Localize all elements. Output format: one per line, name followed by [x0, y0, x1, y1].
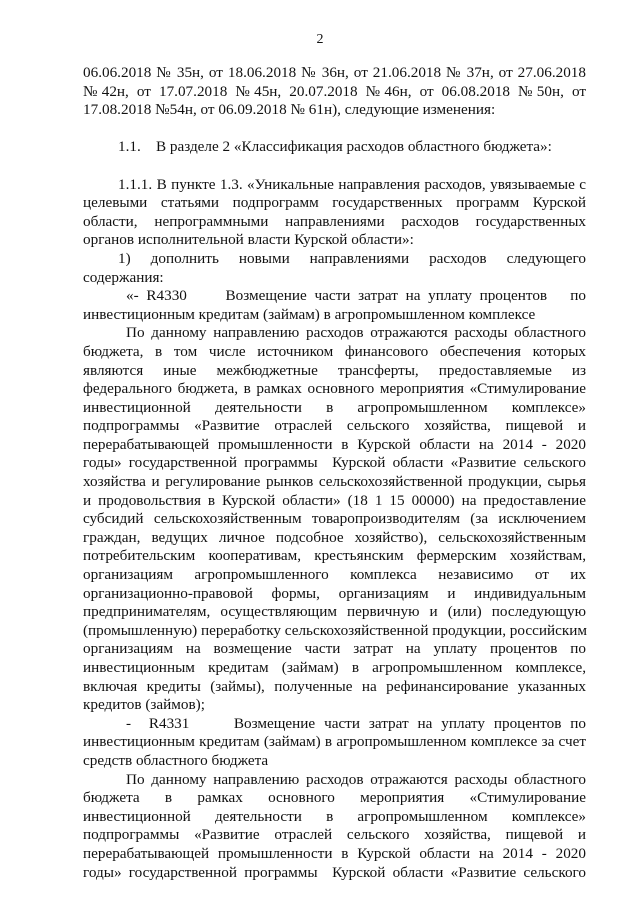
- text-line: перерабатывающей промышленности в Курской области на 2014 - 2020: [83, 435, 586, 453]
- text-line: и продовольствия в Курской области» (18 1 15 00000) на предоставление: [83, 491, 586, 509]
- text-line: 17.08.2018 №54н, от 06.09.2018 № 61н), следующие изменения:: [83, 101, 496, 119]
- text-line: годы» государственной программы Курской области «Развитие сельского: [83, 863, 586, 881]
- text-line: инвестиционной деятельности в агропромышленном комплексе»: [83, 807, 586, 825]
- text-line: №42н, от 17.07.2018 №45н, 20.07.2018 №46н, от 06.08.2018 №50н, от: [83, 82, 586, 100]
- text-line: 06.06.2018 № 35н, от 18.06.2018 № 36н, от 21.06.2018 № 37н, от 27.06.2018: [83, 64, 586, 81]
- text-line: кредитов (займов);: [83, 696, 205, 714]
- text-line: бюджета в рамках основного мероприятия «Стимулирование: [83, 789, 586, 807]
- page-number: 2: [316, 32, 324, 47]
- text-line: потребительским кооперативам, крестьянским фермерским хозяйствам,: [83, 547, 586, 565]
- text-line: предпринимателям, осуществляющим первичную и (или) последующую: [83, 603, 586, 621]
- text-line: - R4331 Возмещение части затрат на уплату процентов по: [126, 714, 586, 732]
- blank-line: [83, 157, 586, 176]
- text-line: хозяйства и регулирование рынков сельскохозяйственной продукции, сырья: [83, 473, 586, 491]
- text-line: федерального бюджета, в рамках основного мероприятия «Стимулирование: [83, 380, 586, 398]
- text-line: (промышленную) переработку сельскохозяйственной продукции, российским: [83, 621, 587, 639]
- text-line: 1.1.1. В пункте 1.3. «Уникальные направления расходов, увязываемые с: [118, 175, 586, 193]
- text-line: 1) дополнить новыми направлениями расходов следующего: [118, 249, 586, 267]
- text-line: 1.1. В разделе 2 «Классификация расходов областного бюджета»:: [118, 138, 552, 156]
- blank-line: [83, 120, 586, 139]
- text-line: организациям агропромышленного комплекса независимо от их: [83, 566, 586, 584]
- text-line: «- R4330 Возмещение части затрат на уплату процентов по: [126, 287, 586, 305]
- text-line: подпрограммы «Развитие отраслей сельского хозяйства, пищевой и: [83, 826, 586, 844]
- text-line: целевыми статьями подпрограмм государственных программ Курской: [83, 194, 586, 212]
- text-line: инвестиционной деятельности в агропромышленном комплексе»: [83, 398, 586, 416]
- text-line: области, непрограммными направлениями расходов государственных: [83, 212, 586, 230]
- text-line: По данному направлению расходов отражаются расходы областного: [126, 324, 586, 342]
- text-line: включая кредиты (займы), полученные на рефинансирование указанных: [83, 677, 586, 695]
- text-line: бюджета, в том числе источником финансового обеспечения которых: [83, 342, 586, 360]
- text-line: органов исполнительной власти Курской области»:: [83, 231, 414, 249]
- text-line: инвестиционным кредитам (займам) в агропромышленном комплексе за счет: [83, 733, 586, 751]
- text-line: перерабатывающей промышленности в Курской области на 2014 - 2020: [83, 844, 586, 862]
- text-line: инвестиционным кредитам (займам) в агропромышленном комплексе: [83, 305, 536, 323]
- text-line: организационно-правовой формы, организациям и индивидуальным: [83, 584, 586, 602]
- text-line: инвестиционным кредитам (займам) в агропромышленном комплексе,: [83, 659, 586, 676]
- text-line: По данному направлению расходов отражаются расходы областного: [126, 770, 586, 788]
- text-line: организациям на возмещение части затрат на уплату процентов по: [83, 640, 586, 658]
- text-line: являются иные межбюджетные трансферты, предоставляемые из: [83, 361, 586, 379]
- text-line: годы» государственной программы Курской области «Развитие сельского: [83, 454, 586, 472]
- text-line: содержания:: [83, 268, 164, 286]
- text-line: средств областного бюджета: [83, 751, 269, 769]
- text-line: граждан, ведущих личное подсобное хозяйство), сельскохозяйственным: [83, 528, 586, 546]
- document-body: [83, 64, 586, 882]
- text-line: субсидий сельскохозяйственным товаропроизводителям (за исключением: [83, 510, 586, 528]
- text-line: подпрограммы «Развитие отраслей сельского хозяйства, пищевой и: [83, 417, 586, 435]
